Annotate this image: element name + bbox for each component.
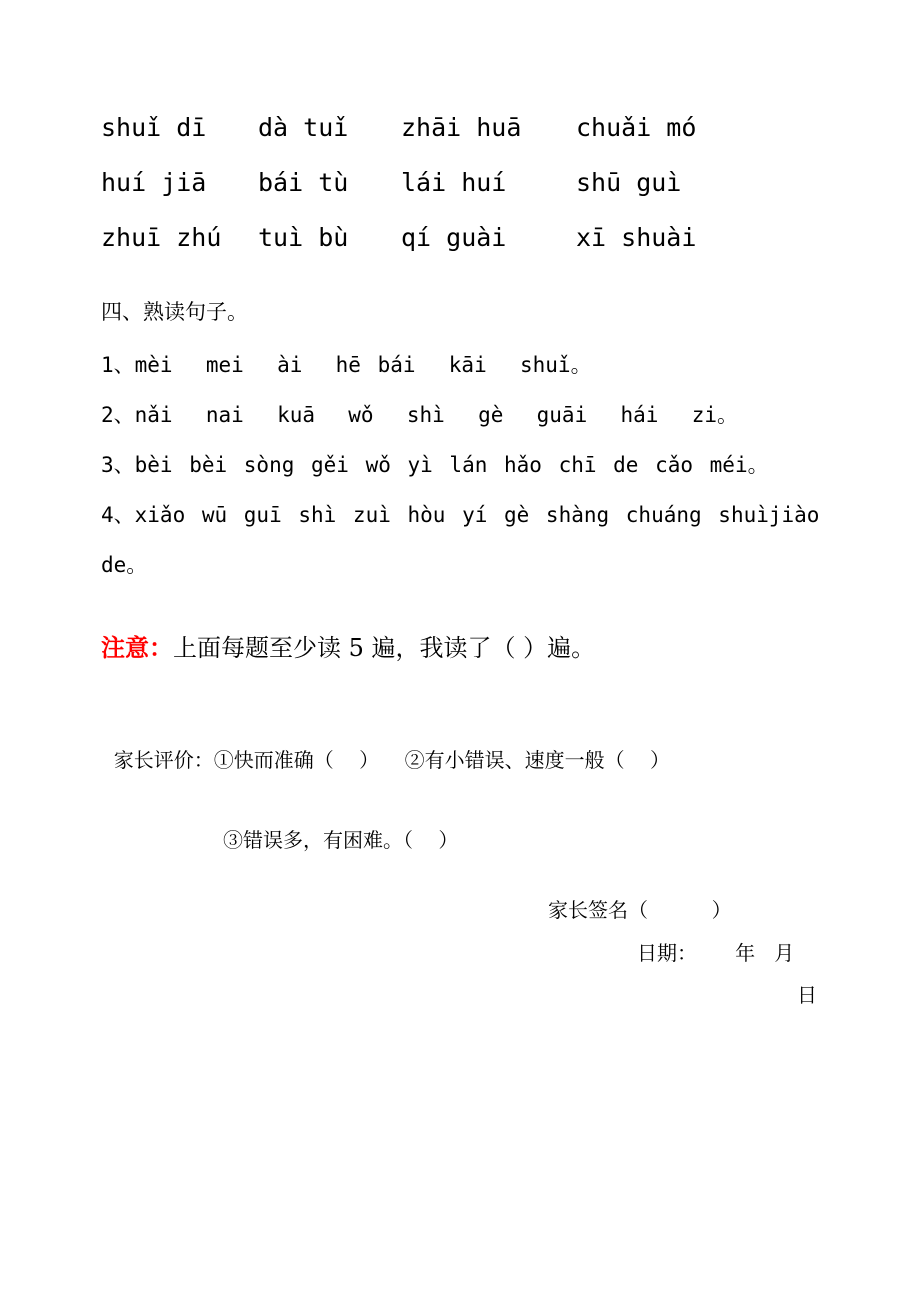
year-label: 年 — [735, 941, 756, 965]
evaluation-option-2: ②有小错误、速度一般（ ） — [404, 748, 671, 772]
date-label: 日期： — [637, 941, 697, 965]
sentence-item: 4、xiǎo wū guī shì zuì hòu yí gè shàng chuáng shuìjiào de。 — [101, 503, 837, 577]
parent-signature-line: 家长签名（ ） — [548, 898, 732, 922]
sentence-item: 2、nǎi nai kuā wǒ shì gè guāi hái zi。 — [101, 403, 739, 427]
pinyin-word: dà tuǐ — [258, 113, 349, 142]
parent-evaluation — [101, 700, 670, 900]
pinyin-word: zhuī zhú — [101, 223, 222, 252]
day-label: 日 — [797, 983, 817, 1007]
date-line — [637, 932, 827, 974]
reading-notice — [101, 628, 595, 668]
pinyin-word: shū guì — [576, 168, 682, 197]
evaluation-option-1: ①快而准确（ ） — [213, 748, 380, 772]
pinyin-word: xī shuài — [576, 223, 697, 252]
pinyin-word: shuǐ dī — [101, 113, 207, 142]
notice-text: 上面每题至少读 5 遍，我读了（ ）遍。 — [173, 634, 596, 662]
pinyin-word: zhāi huā — [401, 113, 522, 142]
sentence-list — [101, 340, 841, 590]
notice-label: 注意： — [101, 633, 173, 662]
section-title: 四、熟读句子。 — [101, 300, 248, 324]
pinyin-word: huí jiā — [101, 168, 207, 197]
evaluation-option-3: ③错误多，有困难。（ ） — [223, 828, 459, 852]
pinyin-word: chuǎi mó — [576, 113, 697, 142]
pinyin-word: qí guài — [401, 223, 507, 252]
pinyin-word: tuì bù — [258, 223, 349, 252]
month-label: 月 — [774, 941, 795, 965]
evaluation-prefix: 家长评价： — [113, 748, 214, 772]
pinyin-word: bái tù — [258, 168, 349, 197]
pinyin-word: lái huí — [401, 168, 507, 197]
sentence-item: 3、bèi bèi sòng gěi wǒ yì lán hǎo chī de cǎo méi。 — [101, 453, 769, 477]
sentence-item: 1、mèi mei ài hē bái kāi shuǐ。 — [101, 353, 592, 377]
